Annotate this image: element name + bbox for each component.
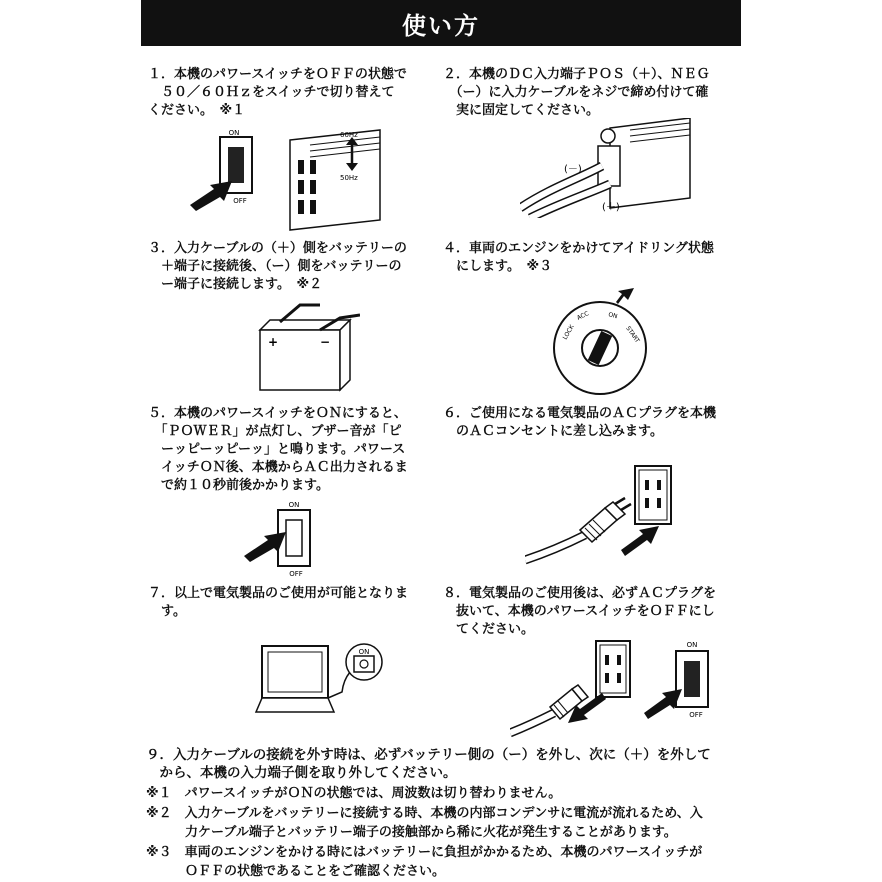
switch-off-label: OFF <box>689 711 703 719</box>
switch-on-label: ON <box>228 129 240 137</box>
figure-power-on <box>240 498 330 580</box>
terminal-screw-icon <box>601 129 615 143</box>
figure-dc-terminals <box>520 118 700 218</box>
freq-50-label: 50Hz <box>340 174 358 182</box>
battery-minus-label: − <box>320 335 331 349</box>
key-acc-label: ACC <box>575 310 591 322</box>
freq-60-label: 60Hz <box>340 131 358 139</box>
inverter-side-icon <box>290 130 380 230</box>
insert-arrow-icon <box>621 526 659 556</box>
figure-freq-switch <box>180 125 390 235</box>
step-1-text: １．本機のパワースイッチをＯＦＦの状態で ５０／６０Ｈｚをスイッチで切り替えて ください。 ※１ <box>148 67 407 118</box>
battery-plus-label: + <box>268 335 279 349</box>
outlet-icon <box>635 466 671 524</box>
push-arrow-icon <box>190 181 232 211</box>
neg-label: (－) <box>564 164 582 175</box>
step-6-text: ６．ご使用になる電気製品のＡＣプラグを本機 のＡＣコンセントに差し込みます。 <box>443 406 717 439</box>
step-7-text: ７．以上で電気製品のご使用が可能となりま す。 <box>148 586 409 619</box>
outlet-icon <box>596 641 630 697</box>
step-9-text: ９．入力ケーブルの接続を外す時は、必ずバッテリー側の（ー）を外し、次に（＋）を外して から、本機の入力端子側を取り外してください。 <box>146 747 711 781</box>
ac-plug-icon <box>525 498 631 560</box>
figure-battery <box>250 300 360 395</box>
rocker-switch-icon <box>676 641 708 719</box>
note-1: ※１ パワースイッチがＯＮの状態では、周波数は切り替わりません。 <box>146 786 562 801</box>
step-5-text: ５．本機のパワースイッチをＯＮにすると、 「ＰＯＷＥＲ」が点灯し、ブザー音が「ピ ーッピーッピーッ」と鳴ります。パワース イッチＯＮ後、本機からＡＣ出力されるま で約１０秒前後かかります。 <box>148 406 408 493</box>
switch-on-label: ON <box>288 501 300 509</box>
page-header <box>141 0 741 46</box>
switch-on-label: ON <box>686 641 698 649</box>
step-4-text: ４．車両のエンジンをかけてアイドリング状態 にします。 ※３ <box>443 241 714 274</box>
key-on-label: ON <box>607 311 619 321</box>
step-8-text: ８．電気製品のご使用後は、必ずＡＣプラグを 抜いて、本機のパワースイッチをＯＦＦにし てください。 <box>443 586 717 637</box>
figure-plug-in <box>525 460 685 575</box>
key-start-label: START <box>624 325 641 345</box>
figure-ignition-key <box>550 288 660 400</box>
switch-off-label: OFF <box>289 570 303 578</box>
pointer-arrow-icon <box>616 288 634 304</box>
key-lock-label: LOCK <box>561 323 576 341</box>
battery-icon <box>260 320 350 390</box>
figure-laptop <box>252 640 392 718</box>
laptop-on-label: ON <box>358 648 370 656</box>
step-3-text: ３．入力ケーブルの（＋）側をバッテリーの ＋端子に接続後、（ー）側をバッテリーの ー端子に接続します。 ※２ <box>148 241 407 292</box>
page-title: 使い方 <box>402 11 480 40</box>
note-3: ※３ 車両のエンジンをかける時にはバッテリーに負担がかかるため、本機のパワースイッチが ＯＦＦの状態であることをご確認ください。 <box>146 845 703 879</box>
laptop-icon <box>256 646 334 712</box>
note-2: ※２ 入力ケーブルをバッテリーに接続する時、本機の内部コンデンサに電流が流れるため、入 力ケーブル端子とバッテリー端子の接触部から稀に火花が発生することがあります。 <box>146 806 703 840</box>
switch-off-label: OFF <box>233 197 247 205</box>
pos-label: (＋) <box>602 202 620 213</box>
step-2-text: ２．本機のＤＣ入力端子ＰＯＳ（＋）、ＮＥＧ （ー）に入力ケーブルをネジで締め付けて確 実に固定してください。 <box>443 67 710 118</box>
figure-unplug <box>510 635 710 743</box>
